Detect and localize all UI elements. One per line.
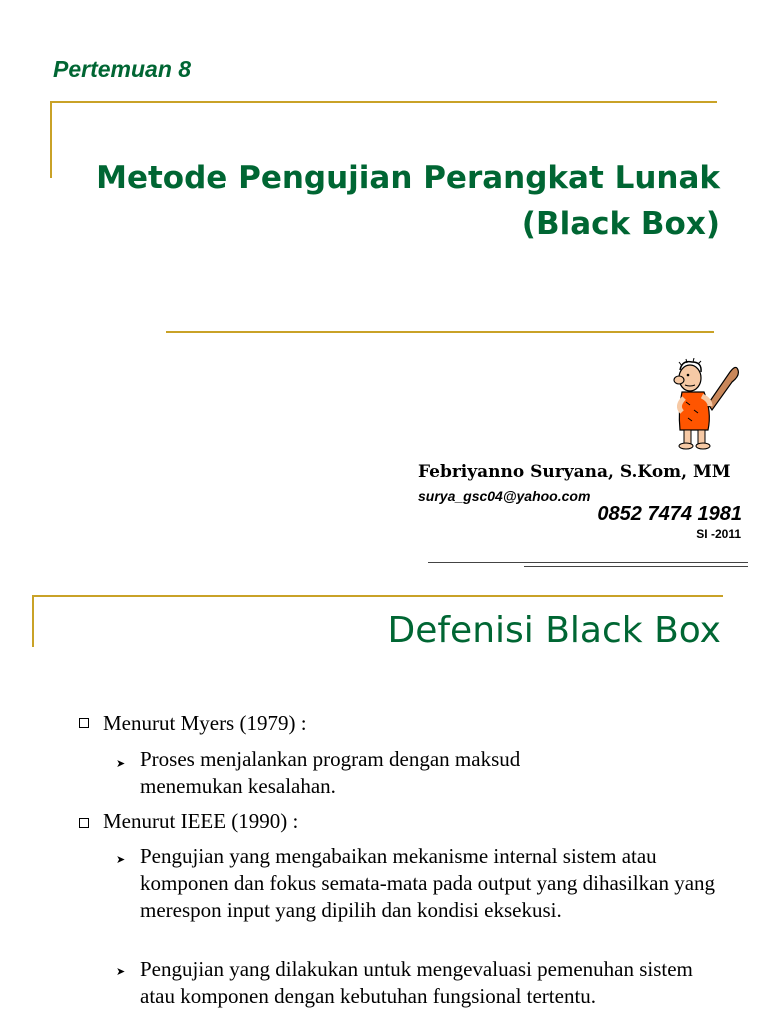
caveman-with-club-icon <box>668 358 742 450</box>
bullet-item: Menurut IEEE (1990) : <box>103 809 299 833</box>
arrow-bullet-icon: ➤ <box>116 757 126 770</box>
sub-bullet-item: Pengujian yang mengabaikan mekanisme internal sistem atau komponen dan fokus semata-mata pada output yang dihasilkan yang merespon input yang dipilih dan kondisi eksekusi. <box>140 844 716 922</box>
sub-bullet-item: Proses menjalankan program dengan maksud menemukan kesalahan. <box>140 747 521 798</box>
slide2-title: Defenisi Black Box <box>387 610 721 651</box>
arrow-bullet-icon: ➤ <box>116 965 126 978</box>
author-email: surya_gsc04@yahoo.com <box>418 488 591 504</box>
slide-title: Metode Pengujian Perangkat Lunak <box>96 160 720 196</box>
author-phone: 0852 7474 1981 <box>597 503 742 525</box>
square-bullet-icon <box>79 718 89 728</box>
sub-bullet-item: Pengujian yang dilakukan untuk mengevaluasi pemenuhan sistem atau komponen dengan kebutuhan fungsional tertentu. <box>140 957 693 1008</box>
slide2-left-rule <box>32 595 34 647</box>
arrow-bullet-icon: ➤ <box>116 853 126 866</box>
author-name: Febriyanno Suryana, S.Kom, MM <box>418 462 731 482</box>
top-rule <box>50 101 717 103</box>
left-rule <box>50 101 52 178</box>
class-code: SI -2011 <box>696 527 741 541</box>
meeting-label: Pertemuan 8 <box>53 56 192 82</box>
slide-subtitle: (Black Box) <box>521 206 720 242</box>
square-bullet-icon <box>79 818 89 828</box>
bullet-item: Menurut Myers (1979) : <box>103 711 307 735</box>
footer-rule <box>428 562 748 563</box>
title-underline <box>166 331 714 333</box>
footer-rule-2 <box>524 566 748 567</box>
slide2-top-rule <box>32 595 723 597</box>
